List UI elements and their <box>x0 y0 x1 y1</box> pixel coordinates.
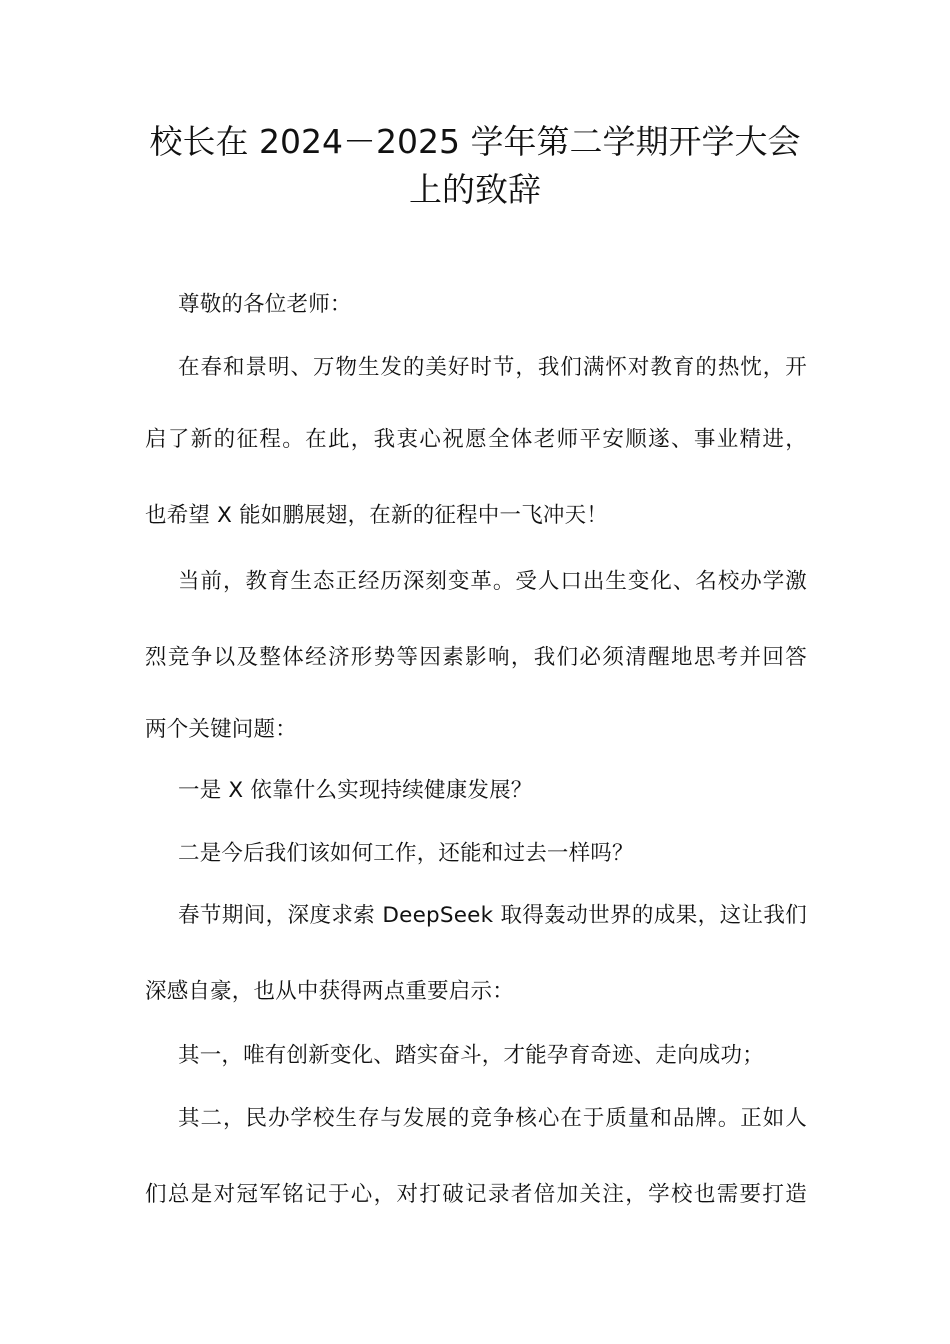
paragraph-line: 春节期间，深度求索 DeepSeek 取得轰动世界的成果，这让我们 <box>178 903 807 928</box>
paragraph-line: 烈竞争以及整体经济形势等因素影响，我们必须清醒地思考并回答 <box>145 645 807 670</box>
paragraph-line: 启了新的征程。在此，我衷心祝愿全体老师平安顺遂、事业精进， <box>145 427 807 452</box>
paragraph-line: 二是今后我们该如何工作，还能和过去一样吗？ <box>178 841 634 866</box>
paragraph-line: 两个关键问题： <box>145 717 297 742</box>
paragraph-line: 其一，唯有创新变化、踏实奋斗，才能孕育奇迹、走向成功； <box>178 1043 764 1068</box>
paragraph-line: 在春和景明、万物生发的美好时节，我们满怀对教育的热忱，开 <box>178 355 807 380</box>
paragraph-line: 当前，教育生态正经历深刻变革。受人口出生变化、名校办学激 <box>178 569 807 594</box>
paragraph-line: 深感自豪，也从中获得两点重要启示： <box>145 979 514 1004</box>
paragraph-line: 也希望 X 能如鹏展翅，在新的征程中一飞冲天！ <box>145 503 608 528</box>
document-title-line-2: 上的致辞 <box>409 170 541 209</box>
paragraph-line: 尊敬的各位老师： <box>178 292 352 317</box>
paragraph-line: 其二，民办学校生存与发展的竞争核心在于质量和品牌。正如人 <box>178 1106 807 1131</box>
document-title-line-1: 校长在 2024－2025 学年第二学期开学大会 <box>149 122 801 161</box>
paragraph-line: 们总是对冠军铭记于心，对打破记录者倍加关注，学校也需要打造 <box>145 1182 807 1207</box>
paragraph-line: 一是 X 依靠什么实现持续健康发展？ <box>178 778 533 803</box>
